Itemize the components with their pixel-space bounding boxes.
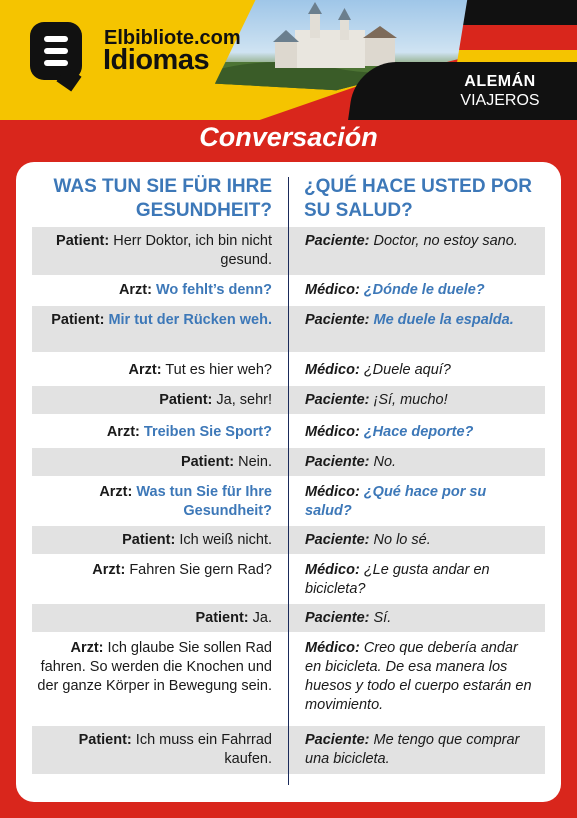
brand-site: Elbibliote.com	[104, 27, 241, 49]
line-text: Me duele la espalda.	[373, 312, 514, 328]
audience-label: VIAJEROS	[460, 92, 540, 109]
speaker-label: Paciente:	[305, 312, 370, 328]
speaker-label: Médico:	[305, 282, 360, 298]
column-divider	[288, 177, 289, 785]
spanish-line	[305, 561, 537, 599]
german-line	[36, 232, 272, 270]
level-label	[440, 72, 560, 110]
speaker-label: Patient:	[159, 392, 213, 408]
spanish-line	[305, 453, 537, 472]
line-text: Tut es hier weh?	[165, 362, 272, 378]
german-line	[36, 609, 272, 628]
spanish-line	[305, 311, 537, 330]
speaker-label: Patient:	[195, 610, 249, 626]
spanish-line	[305, 483, 537, 521]
spanish-line	[305, 423, 537, 442]
speaker-label: Patient:	[122, 532, 176, 548]
line-text: ¿Le gusta andar en bicicleta?	[305, 562, 490, 597]
german-line	[36, 531, 272, 550]
speaker-label: Paciente:	[305, 532, 370, 548]
speaker-label: Paciente:	[305, 392, 370, 408]
line-text: Creo que debería andar en bicicleta. De esa manera los huesos y todo el cuerpo estarán en movimiento.	[305, 640, 532, 713]
line-text: Ich glaube Sie sollen Rad fahren. So werden die Knochen und der ganze Körper in Bewegung sein.	[37, 640, 272, 694]
line-text: ¡Sí, mucho!	[373, 392, 448, 408]
line-text: No lo sé.	[373, 532, 431, 548]
line-text: Treiben Sie Sport?	[143, 424, 272, 440]
spanish-line	[305, 232, 537, 251]
line-text: Doctor, no estoy sano.	[373, 233, 518, 249]
german-line	[36, 561, 272, 580]
speaker-label: Paciente:	[305, 233, 370, 249]
german-line	[36, 639, 272, 696]
line-text: Mir tut der Rücken weh.	[108, 312, 272, 328]
line-text: Ja, sehr!	[216, 392, 272, 408]
german-line	[36, 453, 272, 472]
speaker-label: Patient:	[56, 233, 110, 249]
speaker-label: Médico:	[305, 362, 360, 378]
german-line	[36, 423, 272, 442]
line-text: Ja.	[252, 610, 272, 626]
line-text: Fahren Sie gern Rad?	[129, 562, 272, 578]
speaker-label: Arzt:	[128, 362, 162, 378]
line-text: ¿Duele aquí?	[363, 362, 451, 378]
speaker-label: Patient:	[180, 454, 235, 470]
speaker-label: Paciente:	[305, 454, 370, 470]
spanish-line	[305, 361, 537, 380]
spanish-line	[305, 391, 537, 410]
speaker-label: Arzt:	[118, 282, 152, 298]
speaker-label: Arzt:	[99, 484, 133, 500]
line-text: Nein.	[238, 454, 272, 470]
speaker-label: Médico:	[305, 562, 360, 578]
spanish-line	[305, 281, 537, 300]
line-text: Was tun Sie für Ihre Gesundheit?	[136, 484, 272, 519]
line-text: Wo fehlt’s denn?	[156, 282, 272, 298]
book-chat-logo-icon	[30, 22, 82, 80]
line-text: Sí.	[373, 610, 392, 626]
speaker-label: Arzt:	[92, 562, 126, 578]
speaker-label: Paciente:	[305, 732, 370, 748]
line-text: Herr Doktor, ich bin nicht gesund.	[113, 233, 272, 268]
line-text: Ich weiß nicht.	[179, 532, 272, 548]
spanish-column-heading: ¿QUÉ HACE USTED POR SU SALUD?	[304, 176, 533, 221]
speaker-label: Arzt:	[106, 424, 140, 440]
line-text: ¿Qué hace por su salud?	[305, 484, 487, 519]
german-line	[36, 391, 272, 410]
german-line	[36, 483, 272, 521]
speaker-label: Arzt:	[70, 640, 104, 656]
line-text: Me tengo que comprar una bicicleta.	[305, 732, 520, 767]
speaker-label: Patient:	[78, 732, 132, 748]
german-line	[36, 731, 272, 769]
line-text: ¿Dónde le duele?	[363, 282, 485, 298]
speaker-label: Médico:	[305, 484, 360, 500]
header-banner	[0, 0, 577, 120]
german-column-heading: WAS TUN SIE FÜR IHRE GESUNDHEIT?	[53, 176, 272, 221]
german-line	[36, 361, 272, 380]
speaker-label: Médico:	[305, 424, 360, 440]
line-text: ¿Hace deporte?	[363, 424, 474, 440]
spanish-line	[305, 531, 537, 550]
spanish-line	[305, 609, 537, 628]
language-label: ALEMÁN	[464, 73, 536, 90]
page-title: Conversación	[199, 122, 378, 152]
brand-name: Idiomas	[103, 44, 210, 76]
speaker-label: Paciente:	[305, 610, 370, 626]
spanish-line	[305, 639, 537, 715]
line-text: No.	[373, 454, 397, 470]
german-line	[36, 311, 272, 330]
german-line	[36, 281, 272, 300]
spanish-line	[305, 731, 537, 769]
speaker-label: Médico:	[305, 640, 360, 656]
speaker-label: Patient:	[51, 312, 105, 328]
line-text: Ich muss ein Fahrrad kaufen.	[135, 732, 272, 767]
